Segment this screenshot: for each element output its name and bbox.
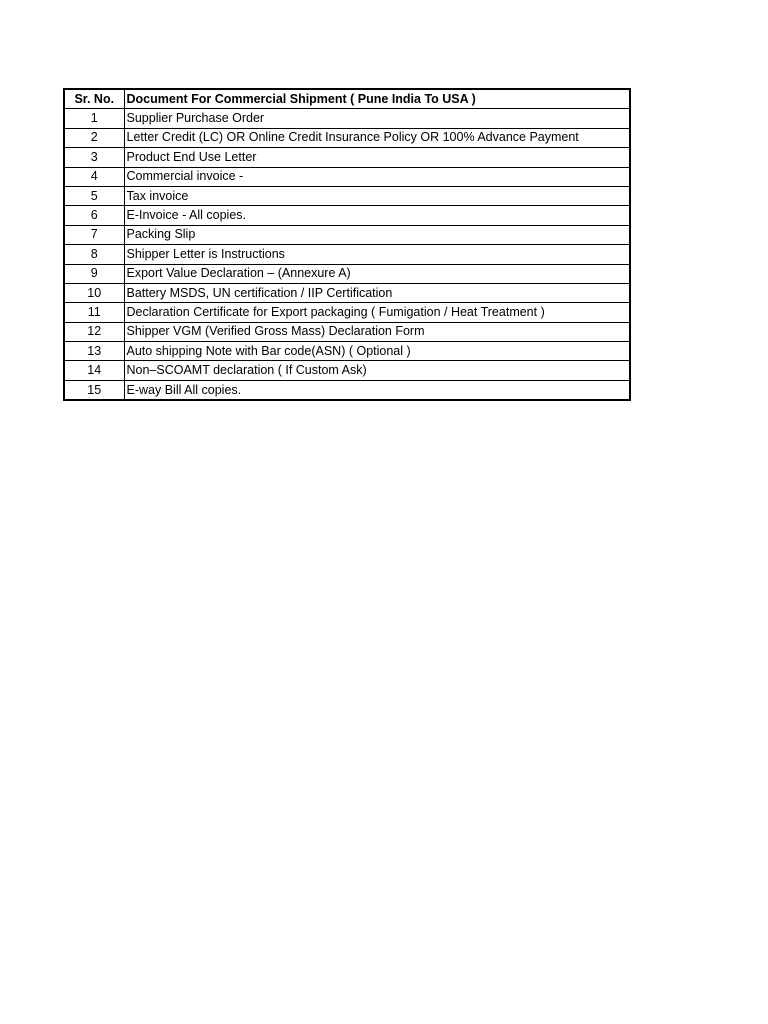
row-sr-no: 11 (64, 303, 124, 322)
row-document: Supplier Purchase Order (124, 109, 630, 128)
table-row (64, 380, 630, 400)
row-sr-no: 7 (64, 225, 124, 244)
row-sr-no: 1 (64, 109, 124, 128)
table-row (64, 361, 630, 380)
table-body (64, 109, 630, 400)
row-document: Export Value Declaration – (Annexure A) (124, 264, 630, 283)
row-document: Auto shipping Note with Bar code(ASN) ( Optional ) (124, 342, 630, 361)
row-document: E-Invoice - All copies. (124, 206, 630, 225)
table-row (64, 167, 630, 186)
row-sr-no: 3 (64, 148, 124, 167)
row-sr-no: 12 (64, 322, 124, 341)
table-row (64, 245, 630, 264)
row-sr-no: 15 (64, 380, 124, 400)
row-document: Letter Credit (LC) OR Online Credit Insurance Policy OR 100% Advance Payment (124, 128, 630, 147)
row-sr-no: 10 (64, 283, 124, 302)
table-row (64, 148, 630, 167)
row-document: Declaration Certificate for Export packaging ( Fumigation / Heat Treatment ) (124, 303, 630, 322)
row-document: Shipper VGM (Verified Gross Mass) Declaration Form (124, 322, 630, 341)
row-sr-no: 5 (64, 186, 124, 205)
header-sr-no: Sr. No. (64, 89, 124, 109)
row-document: E-way Bill All copies. (124, 380, 630, 400)
table-row (64, 283, 630, 302)
row-document: Battery MSDS, UN certification / IIP Certification (124, 283, 630, 302)
table-row (64, 109, 630, 128)
table-row (64, 303, 630, 322)
table-row (64, 264, 630, 283)
row-document: Packing Slip (124, 225, 630, 244)
row-document: Tax invoice (124, 186, 630, 205)
table-row (64, 186, 630, 205)
row-document: Shipper Letter is Instructions (124, 245, 630, 264)
table-row (64, 128, 630, 147)
row-sr-no: 4 (64, 167, 124, 186)
row-document: Commercial invoice - (124, 167, 630, 186)
shipment-documents-table (63, 88, 631, 401)
table-row (64, 225, 630, 244)
header-document: Document For Commercial Shipment ( Pune India To USA ) (124, 89, 630, 109)
table-header-row (64, 89, 630, 109)
table-row (64, 206, 630, 225)
table-row (64, 322, 630, 341)
row-sr-no: 13 (64, 342, 124, 361)
table-row (64, 342, 630, 361)
row-sr-no: 6 (64, 206, 124, 225)
row-document: Non–SCOAMT declaration ( If Custom Ask) (124, 361, 630, 380)
row-sr-no: 14 (64, 361, 124, 380)
row-sr-no: 8 (64, 245, 124, 264)
row-sr-no: 9 (64, 264, 124, 283)
row-sr-no: 2 (64, 128, 124, 147)
row-document: Product End Use Letter (124, 148, 630, 167)
